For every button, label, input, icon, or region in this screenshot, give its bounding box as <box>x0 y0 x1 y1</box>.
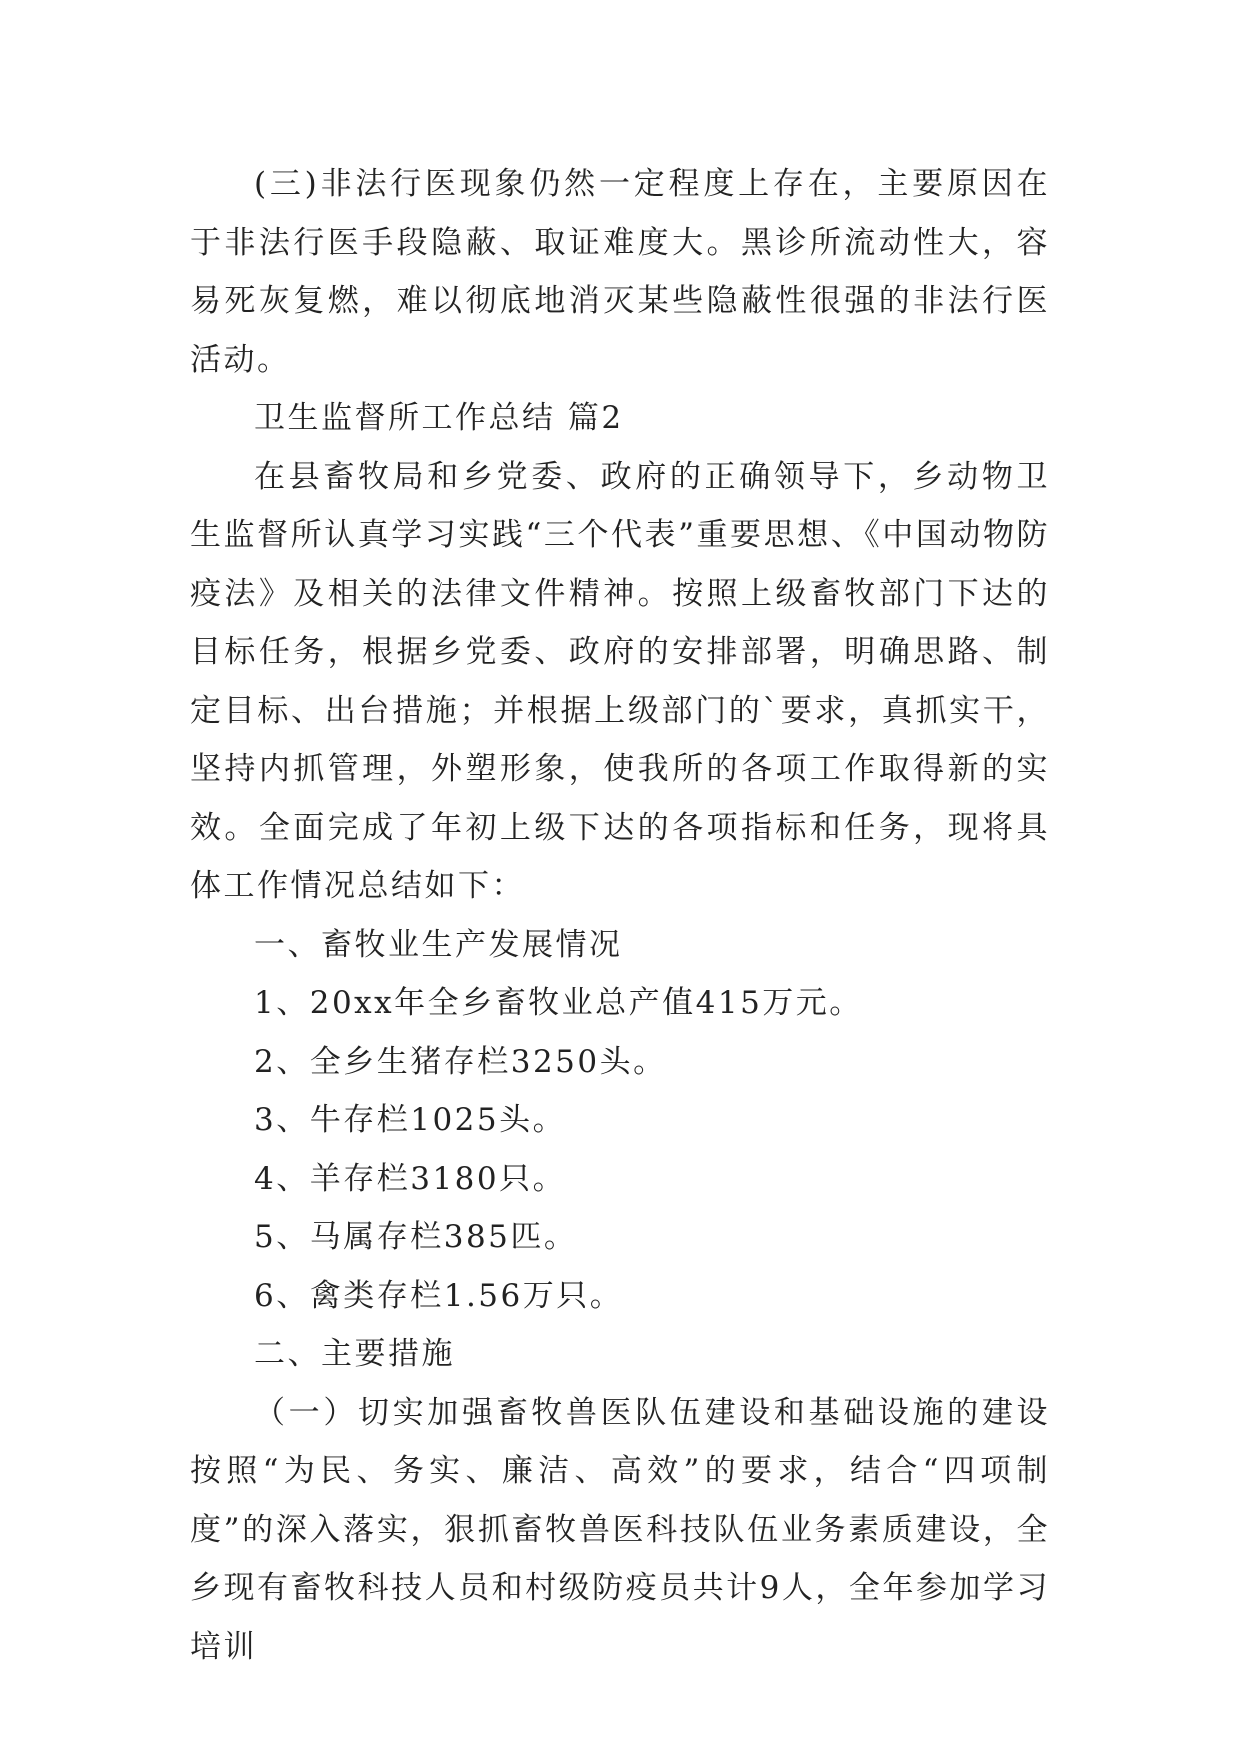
paragraph-introduction: 在县畜牧局和乡党委、政府的正确领导下，乡动物卫生监督所认真学习实践“三个代表”重要思想、《中国动物防疫法》及相关的法律文件精神。按照上级畜牧部门下达的目标任务，根据乡党委、政府的安排部署，明确思路、制定目标、出台措施；并根据上级部门的`要求，真抓实干，坚持内抓管理，外塑形象，使我所的各项工作取得新的实效。全面完成了年初上级下达的各项指标和任务，现将具体工作情况总结如下： <box>190 458 1050 904</box>
list-item-sheep: 4、羊存栏3180只。 <box>254 1160 567 1197</box>
paragraph-illegal-practice: (三)非法行医现象仍然一定程度上存在，主要原因在于非法行医手段隐蔽、取证难度大。黑诊所流动性大，容易死灰复燃，难以彻底地消灭某些隐蔽性很强的非法行医活动。 <box>190 166 1050 378</box>
heading-main-measures: 二、主要措施 <box>254 1336 455 1372</box>
list-item-cattle: 3、牛存栏1025头。 <box>254 1102 567 1138</box>
paragraph-team-building: （一）切实加强畜牧兽医队伍建设和基础设施的建设按照“为民、务实、廉洁、高效”的要求，结合“四项制度”的深入落实，狠抓畜牧兽医科技队伍业务素质建设，全乡现有畜牧科技人员和村级防疫员共计9人，全年参加学习培训 <box>190 1394 1050 1665</box>
list-item-poultry: 6、禽类存栏1.56万只。 <box>254 1277 624 1314</box>
list-item-horses: 5、马属存栏385匹。 <box>254 1219 578 1255</box>
document-body <box>190 155 1050 1676</box>
heading-livestock-production: 一、畜牧业生产发展情况 <box>254 926 623 963</box>
list-item-total-output: 1、20xx年全乡畜牧业总产值415万元。 <box>254 985 863 1021</box>
section-heading-part-2: 卫生监督所工作总结 篇2 <box>254 400 624 436</box>
list-item-pigs: 2、全乡生猪存栏3250头。 <box>254 1043 667 1080</box>
